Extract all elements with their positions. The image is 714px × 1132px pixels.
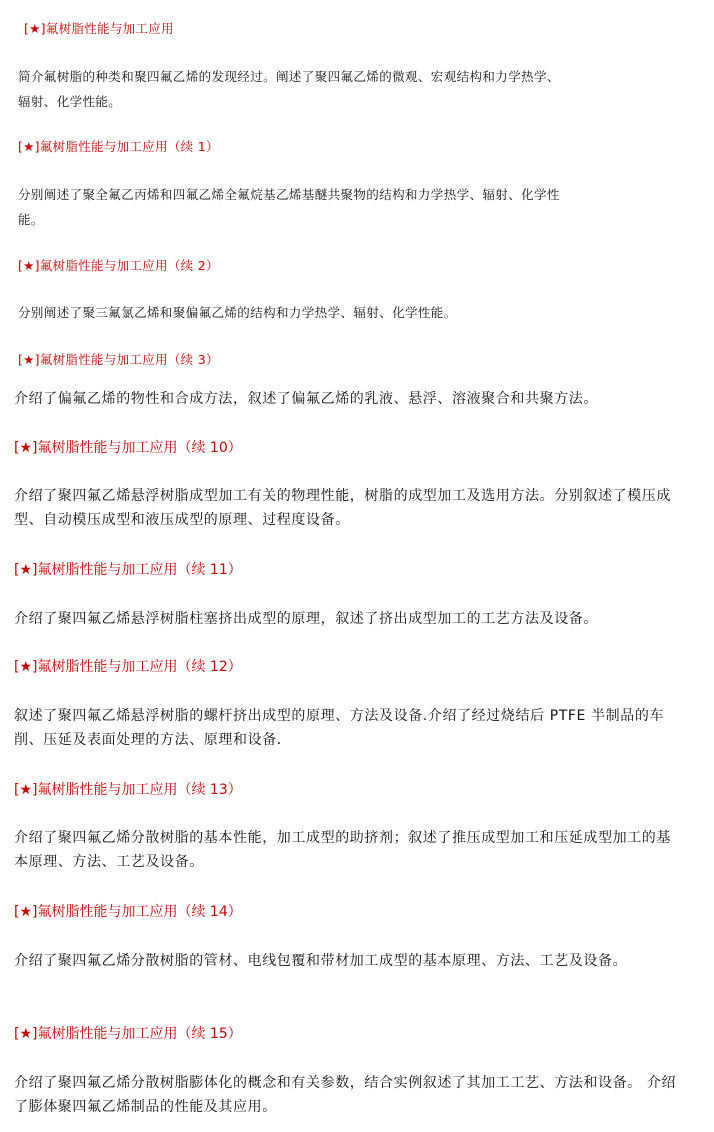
article-description: 介绍了偏氟乙烯的物性和合成方法，叙述了偏氟乙烯的乳液、悬浮、溶液聚合和共聚方法。 bbox=[14, 391, 598, 407]
article-title-link[interactable]: [★]氟树脂性能与加工应用（续 13） bbox=[14, 782, 242, 798]
article-description: 分别阐述了聚全氟乙丙烯和四氟乙烯全氟烷基乙烯基醚共聚物的结构和力学热学、辐射、化学性能。 bbox=[18, 187, 560, 227]
article-description: 介绍了聚四氟乙烯悬浮树脂成型加工有关的物理性能，树脂的成型加工及选用方法。分别叙述了模压成型、自动模压成型和液压成型的原理、过程度设备。 bbox=[14, 488, 671, 528]
article-title-link[interactable]: [★]氟树脂性能与加工应用 bbox=[24, 21, 174, 36]
article-title-link[interactable]: [★]氟树脂性能与加工应用（续 15） bbox=[14, 1026, 242, 1042]
article-description: 简介氟树脂的种类和聚四氟乙烯的发现经过。阐述了聚四氟乙烯的微观、宏观结构和力学热学、辐射、化学性能。 bbox=[18, 69, 560, 109]
article-title-link[interactable]: [★]氟树脂性能与加工应用（续 2） bbox=[18, 258, 219, 273]
article-title-link[interactable]: [★]氟树脂性能与加工应用（续 1） bbox=[18, 139, 219, 154]
article-title-link[interactable]: [★]氟树脂性能与加工应用（续 14） bbox=[14, 904, 242, 920]
article-description: 介绍了聚四氟乙烯分散树脂的管材、电线包覆和带材加工成型的基本原理、方法、工艺及设备。 bbox=[14, 953, 628, 969]
article-description: 分别阐述了聚三氟氯乙烯和聚偏氟乙烯的结构和力学热学、辐射、化学性能。 bbox=[18, 305, 457, 320]
article-title-link[interactable]: [★]氟树脂性能与加工应用（续 12） bbox=[14, 659, 242, 675]
article-description: 介绍了聚四氟乙烯悬浮树脂柱塞挤出成型的原理，叙述了挤出成型加工的工艺方法及设备。 bbox=[14, 611, 598, 627]
article-title-link[interactable]: [★]氟树脂性能与加工应用（续 11） bbox=[14, 562, 242, 578]
article-description: 介绍了聚四氟乙烯分散树脂的基本性能，加工成型的助挤剂；叙述了推压成型加工和压延成型加工的基本原理、方法、工艺及设备。 bbox=[14, 830, 671, 870]
article-title-link[interactable]: [★]氟树脂性能与加工应用（续 10） bbox=[14, 440, 242, 456]
article-description: 叙述了聚四氟乙烯悬浮树脂的螺杆挤出成型的原理、方法及设备.介绍了经过烧结后 PTFE 半制品的车削、压延及表面处理的方法、原理和设备. bbox=[14, 708, 665, 748]
article-title-link[interactable]: [★]氟树脂性能与加工应用（续 3） bbox=[18, 352, 219, 367]
article-description: 介绍了聚四氟乙烯分散树脂膨体化的概念和有关参数，结合实例叙述了其加工工艺、方法和设备。 介绍了膨体聚四氟乙烯制品的性能及其应用。 bbox=[14, 1075, 677, 1115]
